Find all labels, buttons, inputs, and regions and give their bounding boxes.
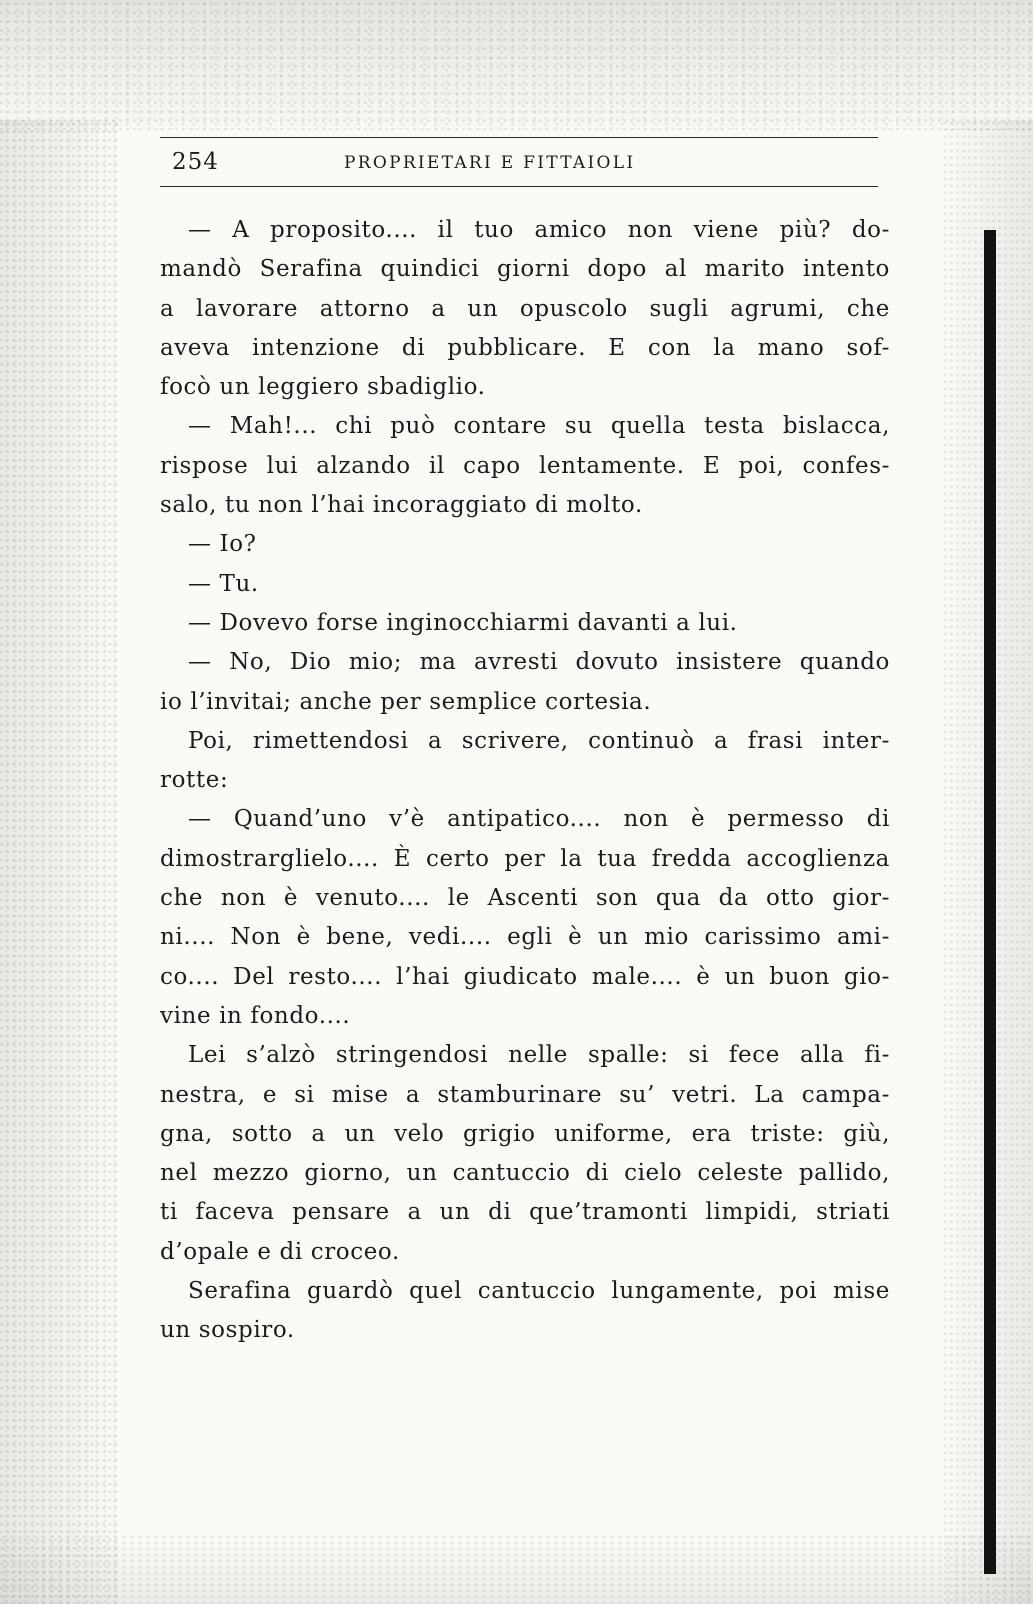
text-line: nel mezzo giorno, un cantuccio di cielo celeste pallido, [160,1160,890,1187]
running-title: PROPRIETARI E FITTAIOLI [344,153,636,173]
text-line: rispose lui alzando il capo lentamente. E poi, confes- [160,452,890,479]
text-line: mandò Serafina quindici giorni dopo al marito intento [160,256,890,283]
text-line: ni.... Non è bene, vedi.... egli è un mio carissimo ami- [160,924,890,951]
body-text [160,211,890,1351]
text-line: a lavorare attorno a un opuscolo sugli agrumi, che [160,295,890,322]
text-line: ti faceva pensare a un di que’tramonti limpidi, striati [160,1199,890,1226]
text-line: — No, Dio mio; ma avresti dovuto insistere quando [188,649,890,676]
text-line: un sospiro. [160,1317,295,1344]
text-line: dimostrarglielo.... È certo per la tua fredda accoglienza [160,845,890,872]
header-rule-bottom [160,186,878,187]
scan-noise-bottom [0,1534,1033,1604]
text-line: — Quand’uno v’è antipatico.... non è permesso di [188,806,890,833]
scan-noise-left [0,120,120,1604]
text-line: co.... Del resto.... l’hai giudicato male.... è un buon gio- [160,963,890,990]
text-line: nestra, e si mise a stamburinare su’ vetri. La campa- [160,1081,890,1108]
text-line: Serafina guardò quel cantuccio lungamente, poi mise [188,1278,890,1305]
text-line: Poi, rimettendosi a scrivere, continuò a frasi inter- [188,727,890,754]
text-line: focò un leggiero sbadiglio. [160,374,486,401]
text-line: rotte: [160,767,229,794]
page-number: 254 [172,149,219,175]
text-line: Lei s’alzò stringendosi nelle spalle: si fece alla fi- [188,1042,890,1069]
running-header [160,145,878,181]
text-line: che non è venuto.... le Ascenti son qua da otto gior- [160,885,890,912]
text-line: salo, tu non l’hai incoraggiato di molto. [160,492,643,519]
text-line: io l’invitai; anche per semplice cortesia. [160,688,652,715]
text-line: aveva intenzione di pubblicare. E con la mano sof- [160,334,890,361]
text-line: — A proposito.... il tuo amico non viene più? do- [188,217,890,243]
scan-noise-top [0,0,1033,130]
text-line: gna, sotto a un velo grigio uniforme, era triste: giù, [160,1120,890,1147]
text-line: — Tu. [188,570,259,597]
binding-shadow [984,230,996,1574]
text-line: vine in fondo.... [160,1002,351,1029]
header-rule-top [160,137,878,138]
text-line: — Io? [188,531,257,558]
text-line: — Dovevo forse inginocchiarmi davanti a lui. [188,609,738,636]
text-line: — Mah!... chi può contare su quella testa bislacca, [188,413,890,440]
text-line: d’opale e di croceo. [160,1238,400,1265]
